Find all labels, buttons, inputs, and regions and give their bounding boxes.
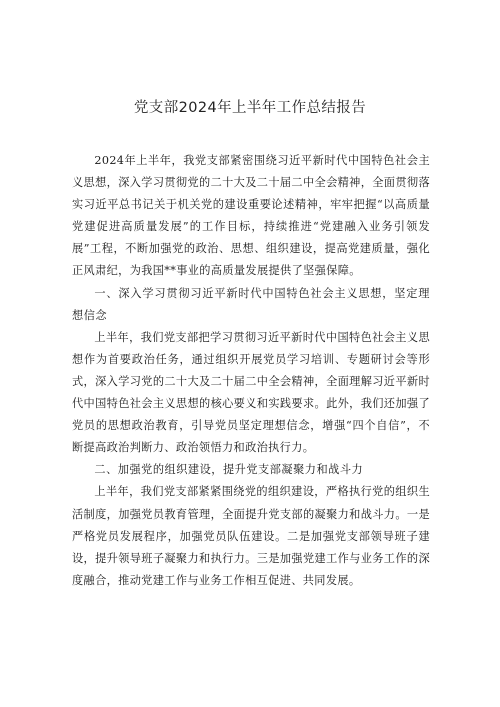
section-heading-1: 一、深入学习贯彻习近平新时代中国特色社会主义思想，坚定理想信念 [72,286,430,322]
section-heading-2: 二、加强党的组织建设，提升党支部凝聚力和战斗力 [94,463,364,477]
document-body [72,150,430,592]
document-title: 党支部2024年上半年工作总结报告 [133,100,367,116]
intro-paragraph: 2024年上半年，我党支部紧密围绕习近平新时代中国特色社会主义思想，深入学习贯彻党的二十大及二十届二中全会精神，全面贯彻落实习近平总书记关于机关党的建设重要论述精神，牢牢把握“以高质量党建促进高质量发展”的工作目标，持续推进“党建融入业务引领发展”工程，不断加强党的政治、思想、组织建设，提高党建质量，强化正风肃纪，为我国**事业的高质量发展提供了坚强保障。 [72,154,430,278]
section-paragraph-1: 上半年，我们党支部把学习贯彻习近平新时代中国特色社会主义思想作为首要政治任务，通过组织开展党员学习培训、专题研讨会等形式，深入学习党的二十大及二十届二中全会精神，全面理解习近平新时代中国特色社会主义思想的核心要义和实践要求。此外，我们还加强了党员的思想政治教育，引导党员坚定理想信念，增强“四个自信”，不断提高政治判断力、政治领悟力和政治执行力。 [72,330,430,455]
section-paragraph-2: 上半年，我们党支部紧紧围绕党的组织建设，严格执行党的组织生活制度，加强党员教育管理，全面提升党支部的凝聚力和战斗力。一是严格党员发展程序，加强党员队伍建设。二是加强党支部领导班子建设，提升领导班子凝聚力和执行力。三是加强党建工作与业务工作的深度融合，推动党建工作与业务工作相互促进、共同发展。 [72,485,430,587]
